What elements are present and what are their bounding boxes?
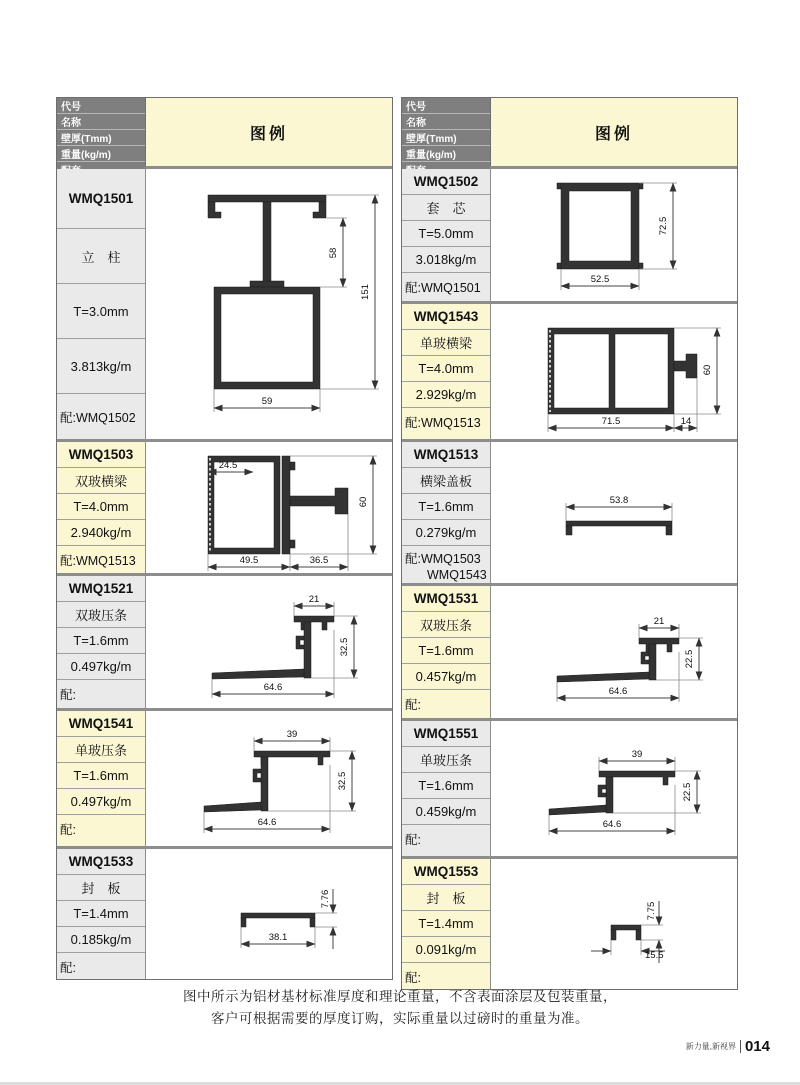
info-wmq1502: [402, 169, 490, 301]
product-name: 单玻横梁: [402, 330, 490, 356]
product-block-wmq1541: [57, 708, 392, 846]
product-weight: 2.940kg/m: [57, 520, 145, 546]
header-row-thickness: 壁厚(Tmm): [57, 130, 145, 146]
product-thickness: T=4.0mm: [402, 356, 490, 382]
product-code: WMQ1501: [57, 169, 145, 229]
profile-shape: [548, 328, 697, 414]
profile-shape: [212, 616, 334, 679]
product-pair: 配:WMQ1501: [405, 281, 481, 295]
info-wmq1521: [57, 576, 145, 708]
header-row-name: 名称: [57, 114, 145, 130]
product-block-wmq1502: [402, 166, 737, 301]
profile-drawing-wmq1531: [491, 586, 737, 718]
dimension-lines: [549, 749, 701, 835]
product-pair: 配:: [60, 688, 76, 702]
brand-slogan: 新力量,新视界: [685, 1042, 736, 1051]
dim-label-height: 22.5: [682, 782, 693, 802]
profile-shape: [557, 183, 643, 269]
dimension-lines: [566, 495, 672, 521]
product-code: WMQ1533: [57, 849, 145, 875]
product-weight: 2.929kg/m: [402, 382, 490, 408]
dimension-lines: [241, 889, 337, 949]
product-block-wmq1501: [57, 166, 392, 439]
product-pair: 配:: [60, 823, 76, 837]
product-name: 双玻压条: [57, 602, 145, 628]
product-pair: 配:: [405, 833, 421, 847]
product-name: 封 板: [402, 885, 490, 911]
header-row-weight: 重量(kg/m): [402, 146, 490, 162]
product-pair: 配:: [405, 698, 421, 712]
dim-label-notch: 24.5: [218, 460, 238, 471]
product-code: WMQ1502: [402, 169, 490, 195]
product-weight: 0.457kg/m: [402, 664, 490, 690]
profile-shape: [208, 195, 326, 389]
product-thickness: T=3.0mm: [57, 284, 145, 339]
dim-label-upper: 58: [328, 247, 339, 259]
dim-label-height: 7.75: [646, 901, 657, 921]
product-block-wmq1543: [402, 301, 737, 439]
product-weight: 3.018kg/m: [402, 247, 490, 273]
dim-label-cap: 39: [286, 729, 298, 740]
product-thickness: T=1.4mm: [57, 901, 145, 927]
product-thickness: T=1.6mm: [402, 638, 490, 664]
product-code: WMQ1543: [402, 304, 490, 330]
pair-line-2: WMQ1543: [427, 568, 487, 582]
product-block-wmq1503: [57, 439, 392, 573]
info-wmq1541: [57, 711, 145, 846]
header-row-name: 名称: [402, 114, 490, 130]
product-code: WMQ1541: [57, 711, 145, 737]
profile-shape: [557, 638, 679, 682]
product-code: WMQ1551: [402, 721, 490, 747]
product-weight: 0.091kg/m: [402, 937, 490, 963]
profile-drawing-wmq1502: [491, 169, 737, 301]
product-pair: 配:: [405, 971, 421, 985]
page-footer: [686, 1038, 770, 1055]
profile-shape: [241, 913, 315, 927]
footer-divider: [740, 1040, 741, 1053]
diagram-wmq1531: [490, 586, 737, 718]
dim-label-height: 7.76: [320, 889, 331, 909]
product-block-wmq1553: [402, 856, 737, 989]
product-code: WMQ1553: [402, 859, 490, 885]
product-pair: 配:WMQ1502: [60, 411, 136, 425]
dim-label-tab-width: 14: [680, 416, 692, 427]
dim-label-total: 151: [360, 284, 371, 300]
product-thickness: T=1.6mm: [57, 628, 145, 654]
dim-label-width: 64.6: [602, 819, 622, 830]
profile-drawing-wmq1521: [146, 576, 392, 708]
product-weight: 0.459kg/m: [402, 799, 490, 825]
product-weight: 3.813kg/m: [57, 339, 145, 394]
diagram-wmq1551: [490, 721, 737, 856]
profile-drawing-wmq1503: [146, 442, 392, 573]
info-wmq1543: [402, 304, 490, 439]
product-thickness: T=5.0mm: [402, 221, 490, 247]
spec-table-left: [56, 97, 393, 980]
diagram-wmq1553: [490, 859, 737, 989]
dim-label-cap: 21: [308, 594, 320, 605]
legend-header: 图例: [145, 98, 392, 166]
dim-label-height: 72.5: [658, 216, 669, 236]
product-code: WMQ1503: [57, 442, 145, 468]
diagram-wmq1533: [145, 849, 392, 979]
product-pair: [402, 546, 490, 583]
dimension-lines: [214, 195, 379, 412]
dim-label-width: 38.1: [268, 932, 288, 943]
diagram-wmq1513: [490, 442, 737, 583]
dim-label-cap: 21: [653, 616, 665, 627]
profile-drawing-wmq1553: [491, 859, 737, 989]
info-wmq1533: [57, 849, 145, 979]
product-weight: 0.185kg/m: [57, 927, 145, 953]
product-pair: 配:WMQ1513: [60, 554, 136, 568]
dim-label-left-width: 49.5: [239, 555, 259, 566]
dimension-lines: [204, 729, 356, 833]
dimension-lines: [212, 594, 358, 698]
product-pair: 配:WMQ1513: [405, 416, 481, 430]
product-pair: 配:: [60, 961, 76, 975]
pair-line-1: 配:WMQ1503: [405, 552, 481, 566]
product-name: 单玻压条: [57, 737, 145, 763]
product-thickness: T=1.4mm: [402, 911, 490, 937]
product-thickness: T=1.6mm: [57, 763, 145, 789]
dimension-lines: [557, 616, 703, 702]
product-code: WMQ1513: [402, 442, 490, 468]
dim-label-height: 32.5: [339, 637, 350, 657]
diagram-wmq1543: [490, 304, 737, 439]
product-block-wmq1533: [57, 846, 392, 979]
profile-drawing-wmq1533: [146, 849, 392, 979]
header-row-code: 代号: [57, 98, 145, 114]
product-name: 套 芯: [402, 195, 490, 221]
dim-label-height: 22.5: [684, 649, 695, 669]
dim-label-width: 64.6: [608, 686, 628, 697]
product-thickness: T=4.0mm: [57, 494, 145, 520]
profile-shape: [566, 521, 672, 535]
header-row-weight: 重量(kg/m): [57, 146, 145, 162]
info-wmq1503: [57, 442, 145, 573]
profile-drawing-wmq1543: [491, 304, 737, 439]
table-header: [402, 98, 737, 166]
info-wmq1501: [57, 169, 145, 439]
profile-shape: [204, 751, 330, 812]
diagram-wmq1502: [490, 169, 737, 301]
diagram-wmq1521: [145, 576, 392, 708]
header-row-code: 代号: [402, 98, 490, 114]
header-labels: [402, 98, 490, 166]
legend-header: 图例: [490, 98, 737, 166]
profile-drawing-wmq1501: [146, 169, 392, 439]
dim-label-width: 52.5: [590, 274, 610, 285]
footer-note-line2: 客户可根据需要的厚度订购，实际重量以过磅时的重量为准。: [211, 1011, 589, 1026]
product-weight: 0.497kg/m: [57, 654, 145, 680]
profile-shape: [611, 925, 641, 940]
product-code: WMQ1531: [402, 586, 490, 612]
dim-label-width: 64.6: [257, 817, 277, 828]
product-thickness: T=1.6mm: [402, 773, 490, 799]
dimension-lines: [561, 183, 677, 290]
dim-label-cap: 39: [631, 749, 643, 760]
page-number: 014: [744, 1038, 770, 1055]
dim-label-height: 60: [702, 364, 713, 376]
dimension-lines: [548, 328, 721, 432]
product-name: 单玻压条: [402, 747, 490, 773]
info-wmq1551: [402, 721, 490, 856]
product-thickness: T=1.6mm: [402, 494, 490, 520]
dim-label-width: 53.8: [609, 495, 629, 506]
info-wmq1553: [402, 859, 490, 989]
profile-drawing-wmq1513: [491, 442, 737, 583]
footer-note-line1: 图中所示为铝材基材标准厚度和理论重量，不含表面涂层及包装重量，: [183, 989, 617, 1004]
info-wmq1513: [402, 442, 490, 583]
product-block-wmq1531: [402, 583, 737, 718]
footer-notes: [0, 986, 800, 1030]
diagram-wmq1503: [145, 442, 392, 573]
dim-label-width: 59: [261, 396, 273, 407]
dim-label-body-width: 71.5: [601, 416, 621, 427]
product-block-wmq1551: [402, 718, 737, 856]
profile-shape: [549, 771, 675, 815]
product-name: 横梁盖板: [402, 468, 490, 494]
info-wmq1531: [402, 586, 490, 718]
table-header: [57, 98, 392, 166]
profile-drawing-wmq1541: [146, 711, 392, 846]
product-weight: 0.497kg/m: [57, 789, 145, 815]
product-block-wmq1521: [57, 573, 392, 708]
dim-label-width: 64.6: [263, 682, 283, 693]
product-name: 双玻压条: [402, 612, 490, 638]
diagram-wmq1501: [145, 169, 392, 439]
diagram-wmq1541: [145, 711, 392, 846]
header-labels: [57, 98, 145, 166]
product-name: 立 柱: [57, 229, 145, 284]
product-name: 双玻横梁: [57, 468, 145, 494]
product-name: 封 板: [57, 875, 145, 901]
dim-label-width: 15.5: [645, 950, 664, 961]
profile-drawing-wmq1551: [491, 721, 737, 856]
dim-label-right-width: 36.5: [309, 555, 329, 566]
product-code: WMQ1521: [57, 576, 145, 602]
product-weight: 0.279kg/m: [402, 520, 490, 546]
spec-table-right: [401, 97, 738, 990]
dim-label-height: 32.5: [337, 771, 348, 791]
header-row-thickness: 壁厚(Tmm): [402, 130, 490, 146]
product-block-wmq1513: [402, 439, 737, 583]
dimension-lines: [591, 901, 665, 963]
dim-label-height: 60: [358, 496, 369, 508]
